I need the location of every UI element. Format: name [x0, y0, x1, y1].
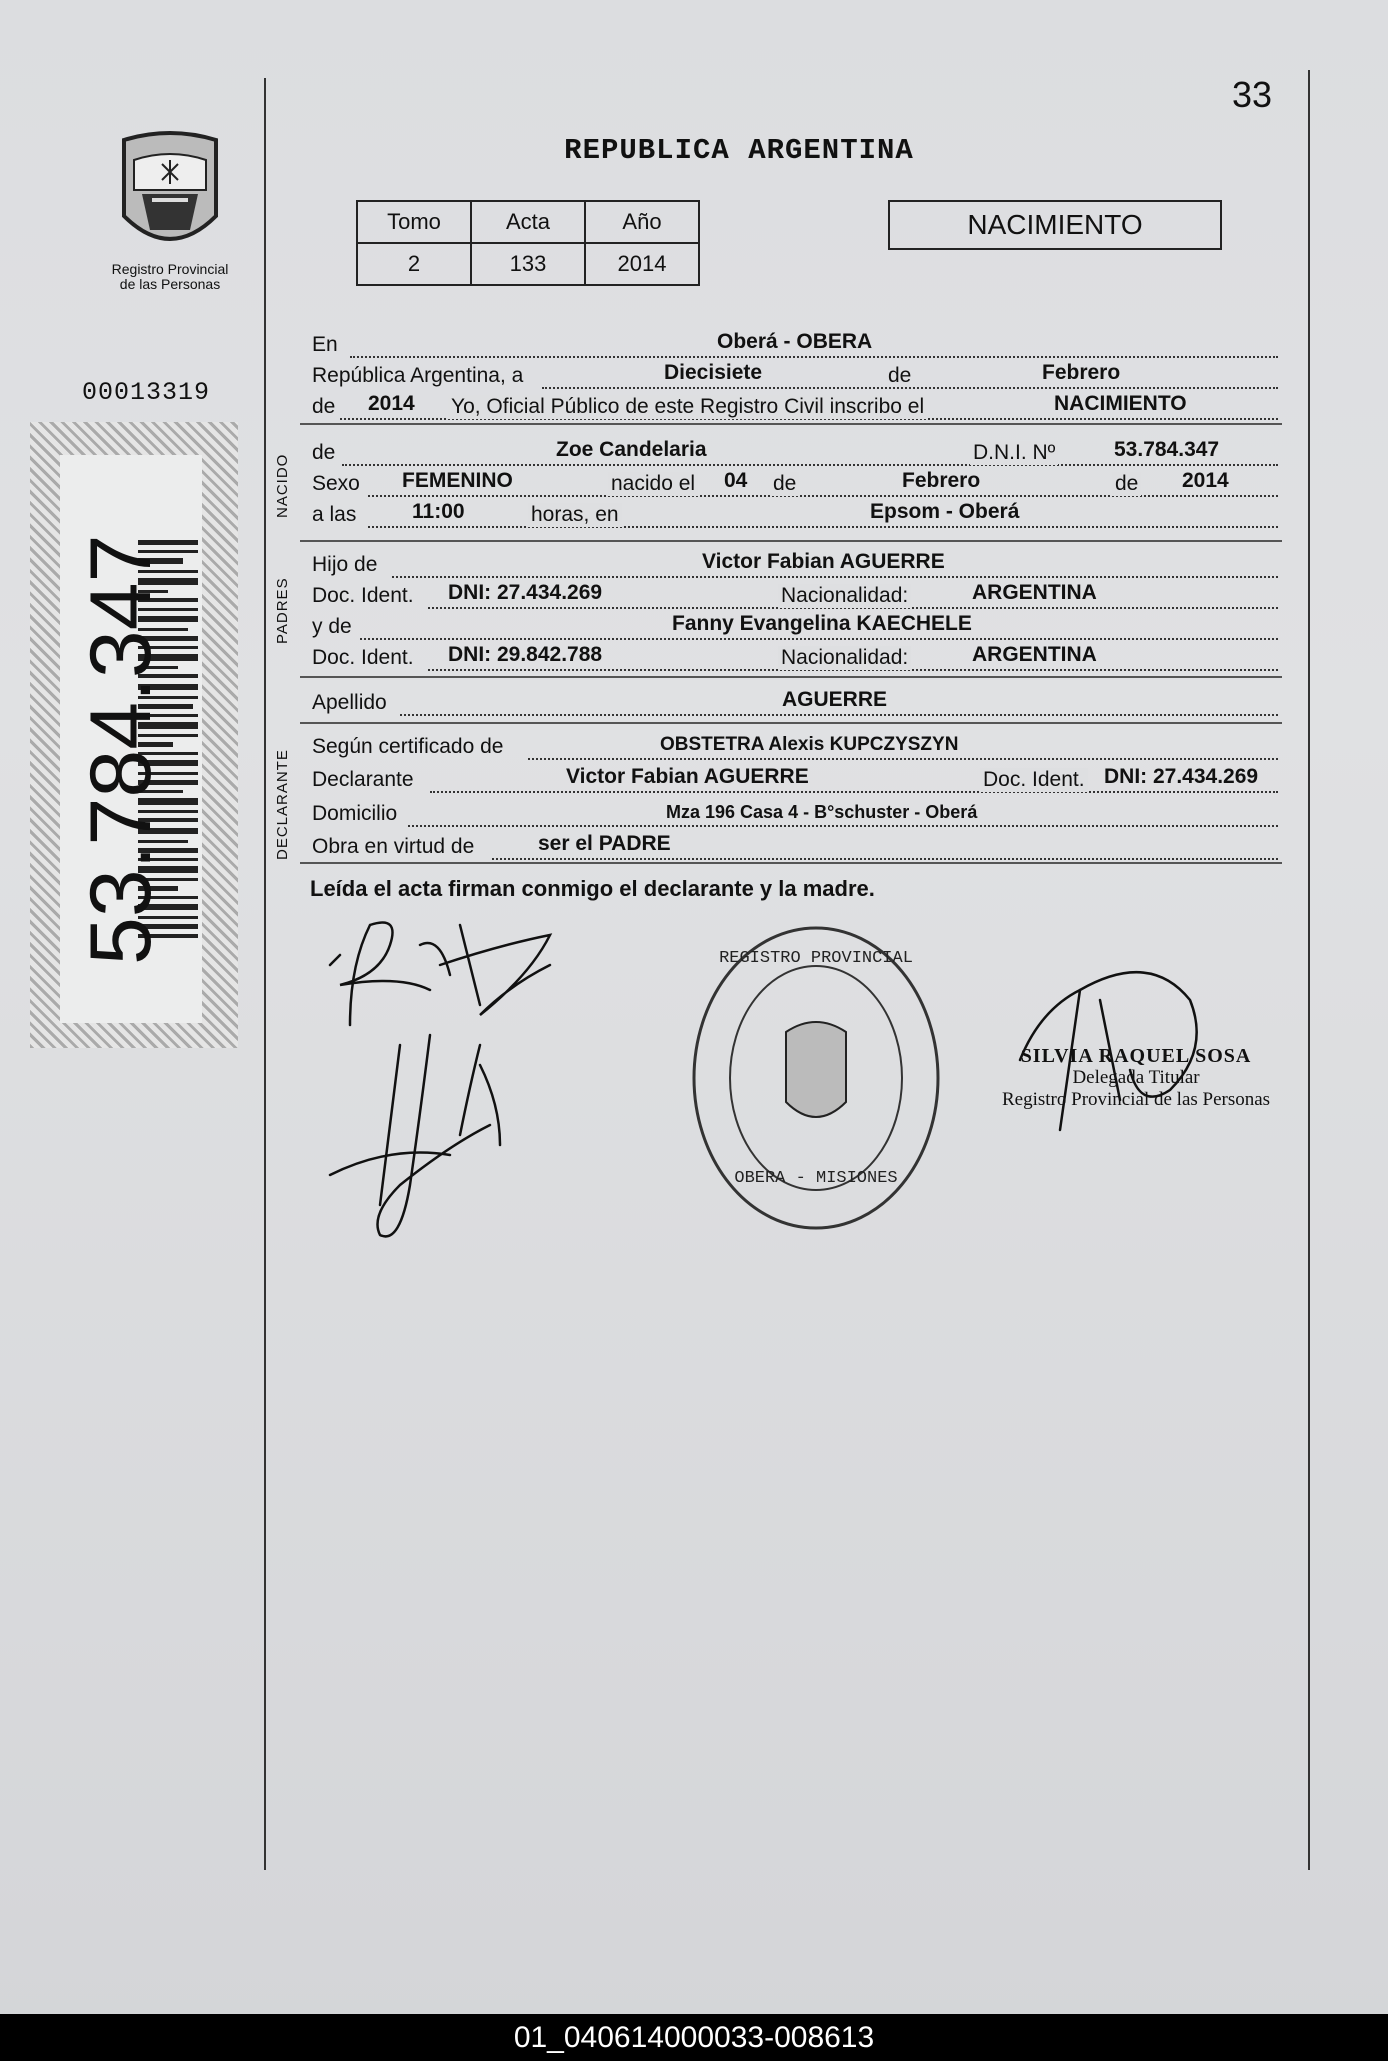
closing-statement: Leída el acta firman conmigo el declarante y la madre. [310, 876, 875, 901]
value-hora: 11:00 [412, 500, 465, 523]
row-lugar [312, 332, 1278, 362]
label-de-2: de [312, 395, 336, 418]
value-dia-nac: 04 [724, 469, 748, 492]
dni-vertical-number: 53.784.347 [73, 534, 169, 965]
svg-text:REGISTRO PROVINCIAL: REGISTRO PROVINCIAL [719, 949, 913, 968]
section-separator [300, 676, 1282, 678]
value-anio: 2014 [368, 392, 415, 415]
label-de-3: de [312, 441, 336, 464]
logo-caption-line-1: Registro Provincial [111, 261, 229, 277]
label-de-1: de [888, 364, 912, 387]
side-label-padres: PADRES [274, 577, 291, 644]
value-domicilio: Mza 196 Casa 4 - B°schuster - Oberá [666, 802, 978, 822]
table-value-tomo: 2 [357, 243, 471, 285]
registry-table [356, 200, 700, 286]
official-name: SILVIA RAQUEL SOSA [1020, 1045, 1252, 1067]
declarant-signature [310, 905, 570, 1265]
label-nacido-el: nacido el [608, 472, 698, 496]
value-lugar: Oberá - OBERA [717, 330, 873, 353]
official-role: Delegada Titular [1072, 1067, 1200, 1088]
official-office: Registro Provincial de las Personas [1002, 1089, 1271, 1110]
value-padre: Victor Fabian AGUERRE [702, 550, 945, 573]
table-header-tomo: Tomo [357, 201, 471, 243]
row-fecha [312, 363, 1278, 393]
value-madre: Fanny Evangelina KAECHELE [672, 612, 972, 635]
value-mes-nac: Febrero [902, 469, 981, 492]
value-obra: ser el PADRE [538, 832, 671, 855]
row-anio [312, 394, 1278, 424]
value-anio-nac: 2014 [1182, 469, 1229, 492]
label-doc-ident-2: Doc. Ident. [312, 646, 414, 669]
row-certificado [312, 734, 1278, 764]
section-separator [300, 540, 1282, 542]
page-number: 33 [1232, 74, 1273, 115]
section-separator [300, 722, 1282, 724]
footer-code: 01_040614000033-008613 [0, 2014, 1388, 2061]
label-y-de: y de [312, 615, 352, 638]
svg-text:OBERA - MISIONES: OBERA - MISIONES [734, 1169, 898, 1188]
value-padre-dni: DNI: 27.434.269 [448, 581, 603, 604]
row-domicilio [312, 801, 1278, 831]
left-frame-line [264, 78, 266, 1870]
label-republica: República Argentina, a [312, 364, 524, 387]
value-apellido: AGUERRE [782, 688, 888, 711]
label-a-las: a las [312, 503, 357, 526]
value-acto: NACIMIENTO [1054, 392, 1187, 415]
right-frame-line [1308, 70, 1310, 1870]
side-label-nacido: NACIDO [274, 453, 291, 518]
label-nacionalidad-1: Nacionalidad: [778, 584, 911, 608]
label-dni-no: D.N.I. Nº [970, 441, 1058, 465]
serial-number: 00013319 [82, 378, 211, 407]
record-type-box: NACIMIENTO [888, 200, 1222, 250]
value-madre-dni: DNI: 29.842.788 [448, 643, 603, 666]
document-title: REPUBLICA ARGENTINA [564, 134, 914, 167]
value-madre-nac: ARGENTINA [972, 643, 1097, 666]
province-shield-logo [112, 130, 228, 258]
table-value-anio: 2014 [585, 243, 699, 285]
row-padre [312, 552, 1278, 582]
logo-caption-line-2: de las Personas [119, 276, 221, 292]
value-nombre: Zoe Candelaria [556, 438, 707, 461]
row-sexo [312, 471, 1278, 501]
value-padre-nac: ARGENTINA [972, 581, 1097, 604]
row-madre [312, 614, 1278, 644]
row-obra [312, 834, 1278, 864]
value-declarante: Victor Fabian AGUERRE [566, 765, 809, 788]
table-header-acta: Acta [471, 201, 585, 243]
value-lugar-nac: Epsom - Oberá [870, 500, 1020, 523]
value-dni: 53.784.347 [1114, 438, 1220, 461]
table-header-anio: Año [585, 201, 699, 243]
label-domicilio: Domicilio [312, 802, 398, 825]
label-horas-en: horas, en [528, 503, 622, 527]
label-obra: Obra en virtud de [312, 835, 475, 858]
value-mes: Febrero [1042, 361, 1121, 384]
value-certificado: OBSTETRA Alexis KUPCZYSZYN [660, 734, 959, 755]
row-padre-doc [312, 583, 1278, 613]
label-hijo-de: Hijo de [312, 553, 378, 576]
label-yo: Yo, Oficial Público de este Registro Civil inscribo el [448, 395, 927, 419]
label-de-4: de [770, 472, 799, 496]
row-hora [312, 502, 1278, 532]
official-seal-stamp [688, 922, 944, 1234]
label-segun: Según certificado de [312, 735, 504, 758]
label-declarante: Declarante [312, 768, 414, 791]
value-declarante-dni: DNI: 27.434.269 [1104, 765, 1259, 788]
official-signature-block [1002, 1045, 1270, 1111]
label-nacionalidad-2: Nacionalidad: [778, 646, 911, 670]
label-doc-ident-3: Doc. Ident. [980, 768, 1088, 792]
value-dia-letras: Diecisiete [664, 361, 763, 384]
row-nombre [312, 440, 1278, 470]
row-madre-doc [312, 645, 1278, 675]
side-label-declarante: DECLARANTE [274, 749, 291, 860]
logo-caption [100, 262, 240, 292]
label-apellido: Apellido [312, 691, 387, 714]
value-sexo: FEMENINO [402, 469, 513, 492]
label-en: En [312, 333, 338, 356]
table-value-acta: 133 [471, 243, 585, 285]
row-apellido [312, 690, 1278, 720]
label-doc-ident-1: Doc. Ident. [312, 584, 414, 607]
label-sexo: Sexo [312, 472, 360, 495]
row-declarante [312, 767, 1278, 797]
label-de-5: de [1112, 472, 1141, 496]
